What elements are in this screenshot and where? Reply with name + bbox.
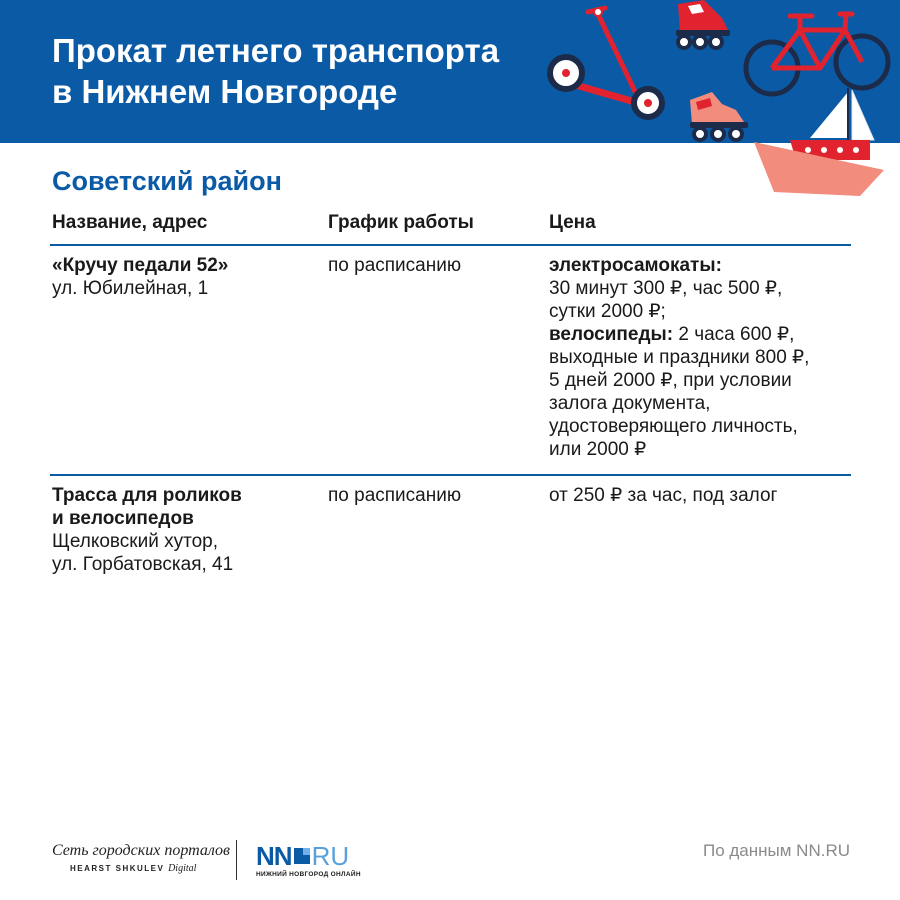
page-title [52, 30, 532, 112]
rental-name: и велосипедов [52, 508, 194, 529]
price-line: выходные и праздники 800 ₽, [549, 347, 810, 368]
rental-name: Трасса для роликов [52, 485, 242, 506]
rental-schedule: по расписанию [328, 255, 462, 276]
table-divider [50, 474, 851, 476]
rental-address: Щелковский хутор, [52, 531, 219, 552]
table-divider [50, 244, 851, 246]
title-line-1: Прокат летнего транспорта [52, 32, 500, 69]
network-owner [52, 863, 230, 874]
logo-nn: NN [256, 841, 292, 871]
price-label-bicycles: велосипеды: [549, 324, 674, 345]
transport-illustration [530, 0, 900, 200]
rollerblade-icon [690, 92, 748, 140]
rental-price [549, 254, 859, 461]
network-owner-suffix: Digital [168, 863, 197, 874]
logo-subtitle: НИЖНИЙ НОВГОРОД ОНЛАЙН [256, 871, 361, 878]
rental-address: ул. Горбатовская, 41 [52, 554, 234, 575]
rental-name: «Кручу педали 52» [52, 255, 229, 276]
network-owner-name: HEARST SHKULEV [70, 864, 165, 873]
network-name: Сеть городских порталов [52, 842, 230, 859]
rental-name-address [52, 254, 312, 300]
rental-price: от 250 ₽ за час, под залог [549, 485, 778, 506]
price-line: 2 часа 600 ₽, [673, 324, 795, 345]
logo-square-icon [294, 848, 310, 864]
price-line: или 2000 ₽ [549, 439, 647, 460]
price-label-scooters: электросамокаты: [549, 255, 722, 276]
column-header-price: Цена [549, 212, 596, 233]
source-note: По данным NN.RU [702, 841, 850, 860]
rental-name-address [52, 484, 312, 576]
price-line: сутки 2000 ₽; [549, 301, 666, 322]
network-logo [52, 842, 230, 874]
rental-address: ул. Юбилейная, 1 [52, 278, 209, 299]
title-line-2: в Нижнем Новгороде [52, 73, 398, 110]
column-header-schedule: График работы [328, 212, 474, 233]
price-line: залога документа, [549, 393, 711, 414]
logo-ru: RU [311, 841, 350, 871]
district-heading: Советский район [52, 166, 282, 196]
price-line: 5 дней 2000 ₽, при условии [549, 370, 792, 391]
rollerblade-icon [676, 0, 730, 48]
nn-ru-logo [256, 843, 361, 878]
column-header-name: Название, адрес [52, 212, 208, 233]
price-line: 30 минут 300 ₽, час 500 ₽, [549, 278, 783, 299]
rental-schedule: по расписанию [328, 485, 462, 506]
scooter-icon [550, 8, 662, 117]
sailboat-icon [754, 88, 884, 196]
footer-divider [236, 840, 237, 880]
bicycle-icon [746, 14, 888, 94]
price-line: удостоверяющего личность, [549, 416, 798, 437]
